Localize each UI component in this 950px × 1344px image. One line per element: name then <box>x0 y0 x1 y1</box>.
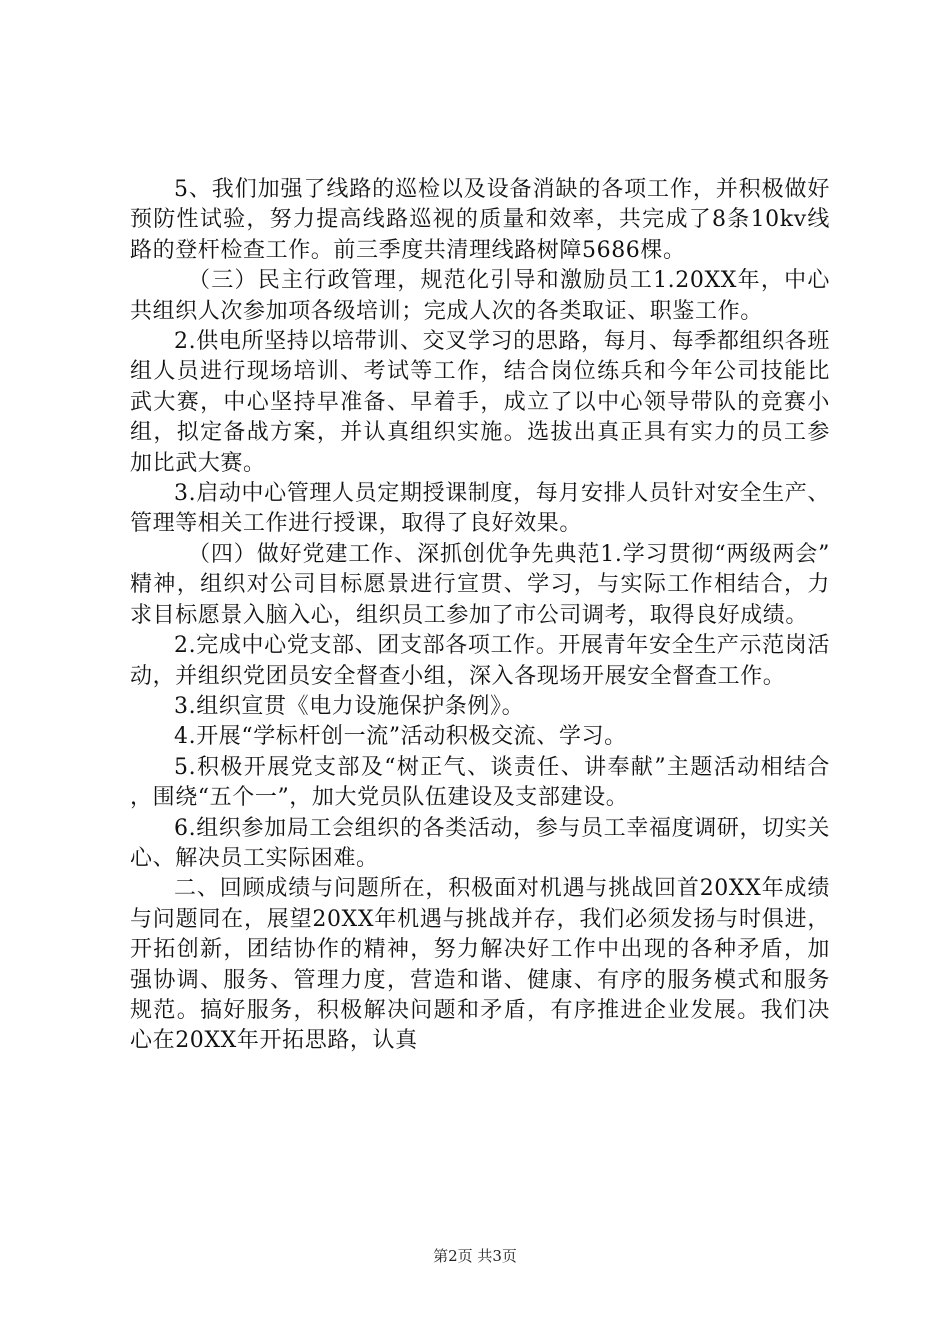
paragraph-union-activity: 6.组织参加局工会组织的各类活动，参与员工幸福度调研，切实关心、解决员工实际困难。 <box>130 815 830 871</box>
paragraph-regulations: 3.组织宣贯《电力设施保护条例》。 <box>174 693 525 719</box>
paragraph-review-outlook: 二、回顾成绩与问题所在，积极面对机遇与挑战回首20XX年成绩与问题同在，展望20XX年机遇与挑战并存，我们必须发扬与时俱进，开拓创新，团结协作的精神，努力解决好工作中出现的各种矛盾，加强协调、服务、管理力度，营造和谐、健康、有序的服务模式和服务规范。搞好服务，积极解决问题和矛盾，有序推进企业发展。我们决心在20XX年开拓思路，认真 <box>130 876 830 1054</box>
paragraph-benchmark-activity: 4.开展“学标杆创一流”活动积极交流、学习。 <box>174 724 627 750</box>
paragraph-party-branch: 2.完成中心党支部、团支部各项工作。开展青年安全生产示范岗活动，并组织党团员安全督查小组，深入各现场开展安全督查工作。 <box>130 633 830 689</box>
paragraph-lecture-system: 3.启动中心管理人员定期授课制度，每月安排人员针对安全生产、管理等相关工作进行授课，取得了良好效果。 <box>130 481 830 537</box>
paragraph-theme-activity: 5.积极开展党支部及“树正气、谈责任、讲奉献”主题活动相结合，围绕“五个一”，加大党员队伍建设及支部建设。 <box>130 754 830 811</box>
paragraph-section-three-admin: （三）民主行政管理，规范化引导和激励员工1.20XX年，中心共组织人次参加项各级培训；完成人次的各类取证、职鉴工作。 <box>130 268 830 324</box>
paragraph-section-four-party: （四）做好党建工作、深抓创优争先典范1.学习贯彻“两级两会”精神，组织对公司目标愿景进行宣贯、学习，与实际工作相结合，力求目标愿景入脑入心，组织员工参加了市公司调考，取得良好成绩。 <box>130 541 830 628</box>
page-footer: 第2页 共3页 <box>433 1247 517 1265</box>
paragraph-training: 2.供电所坚持以培带训、交叉学习的思路，每月、每季都组织各班组人员进行现场培训、考试等工作，结合岗位练兵和今年公司技能比武大赛，中心坚持早准备、早着手，成立了以中心领导带队的竞赛小组，拟定备战方案，并认真组织实施。选拔出真正具有实力的员工参加比武大赛。 <box>130 329 830 476</box>
paragraph-line-inspection: 5、我们加强了线路的巡检以及设备消缺的各项工作，并积极做好预防性试验，努力提高线路巡视的质量和效率，共完成了8条10kv线路的登杆检查工作。前三季度共清理线路树障5686棵。 <box>130 177 830 263</box>
document-body <box>130 175 830 1057</box>
